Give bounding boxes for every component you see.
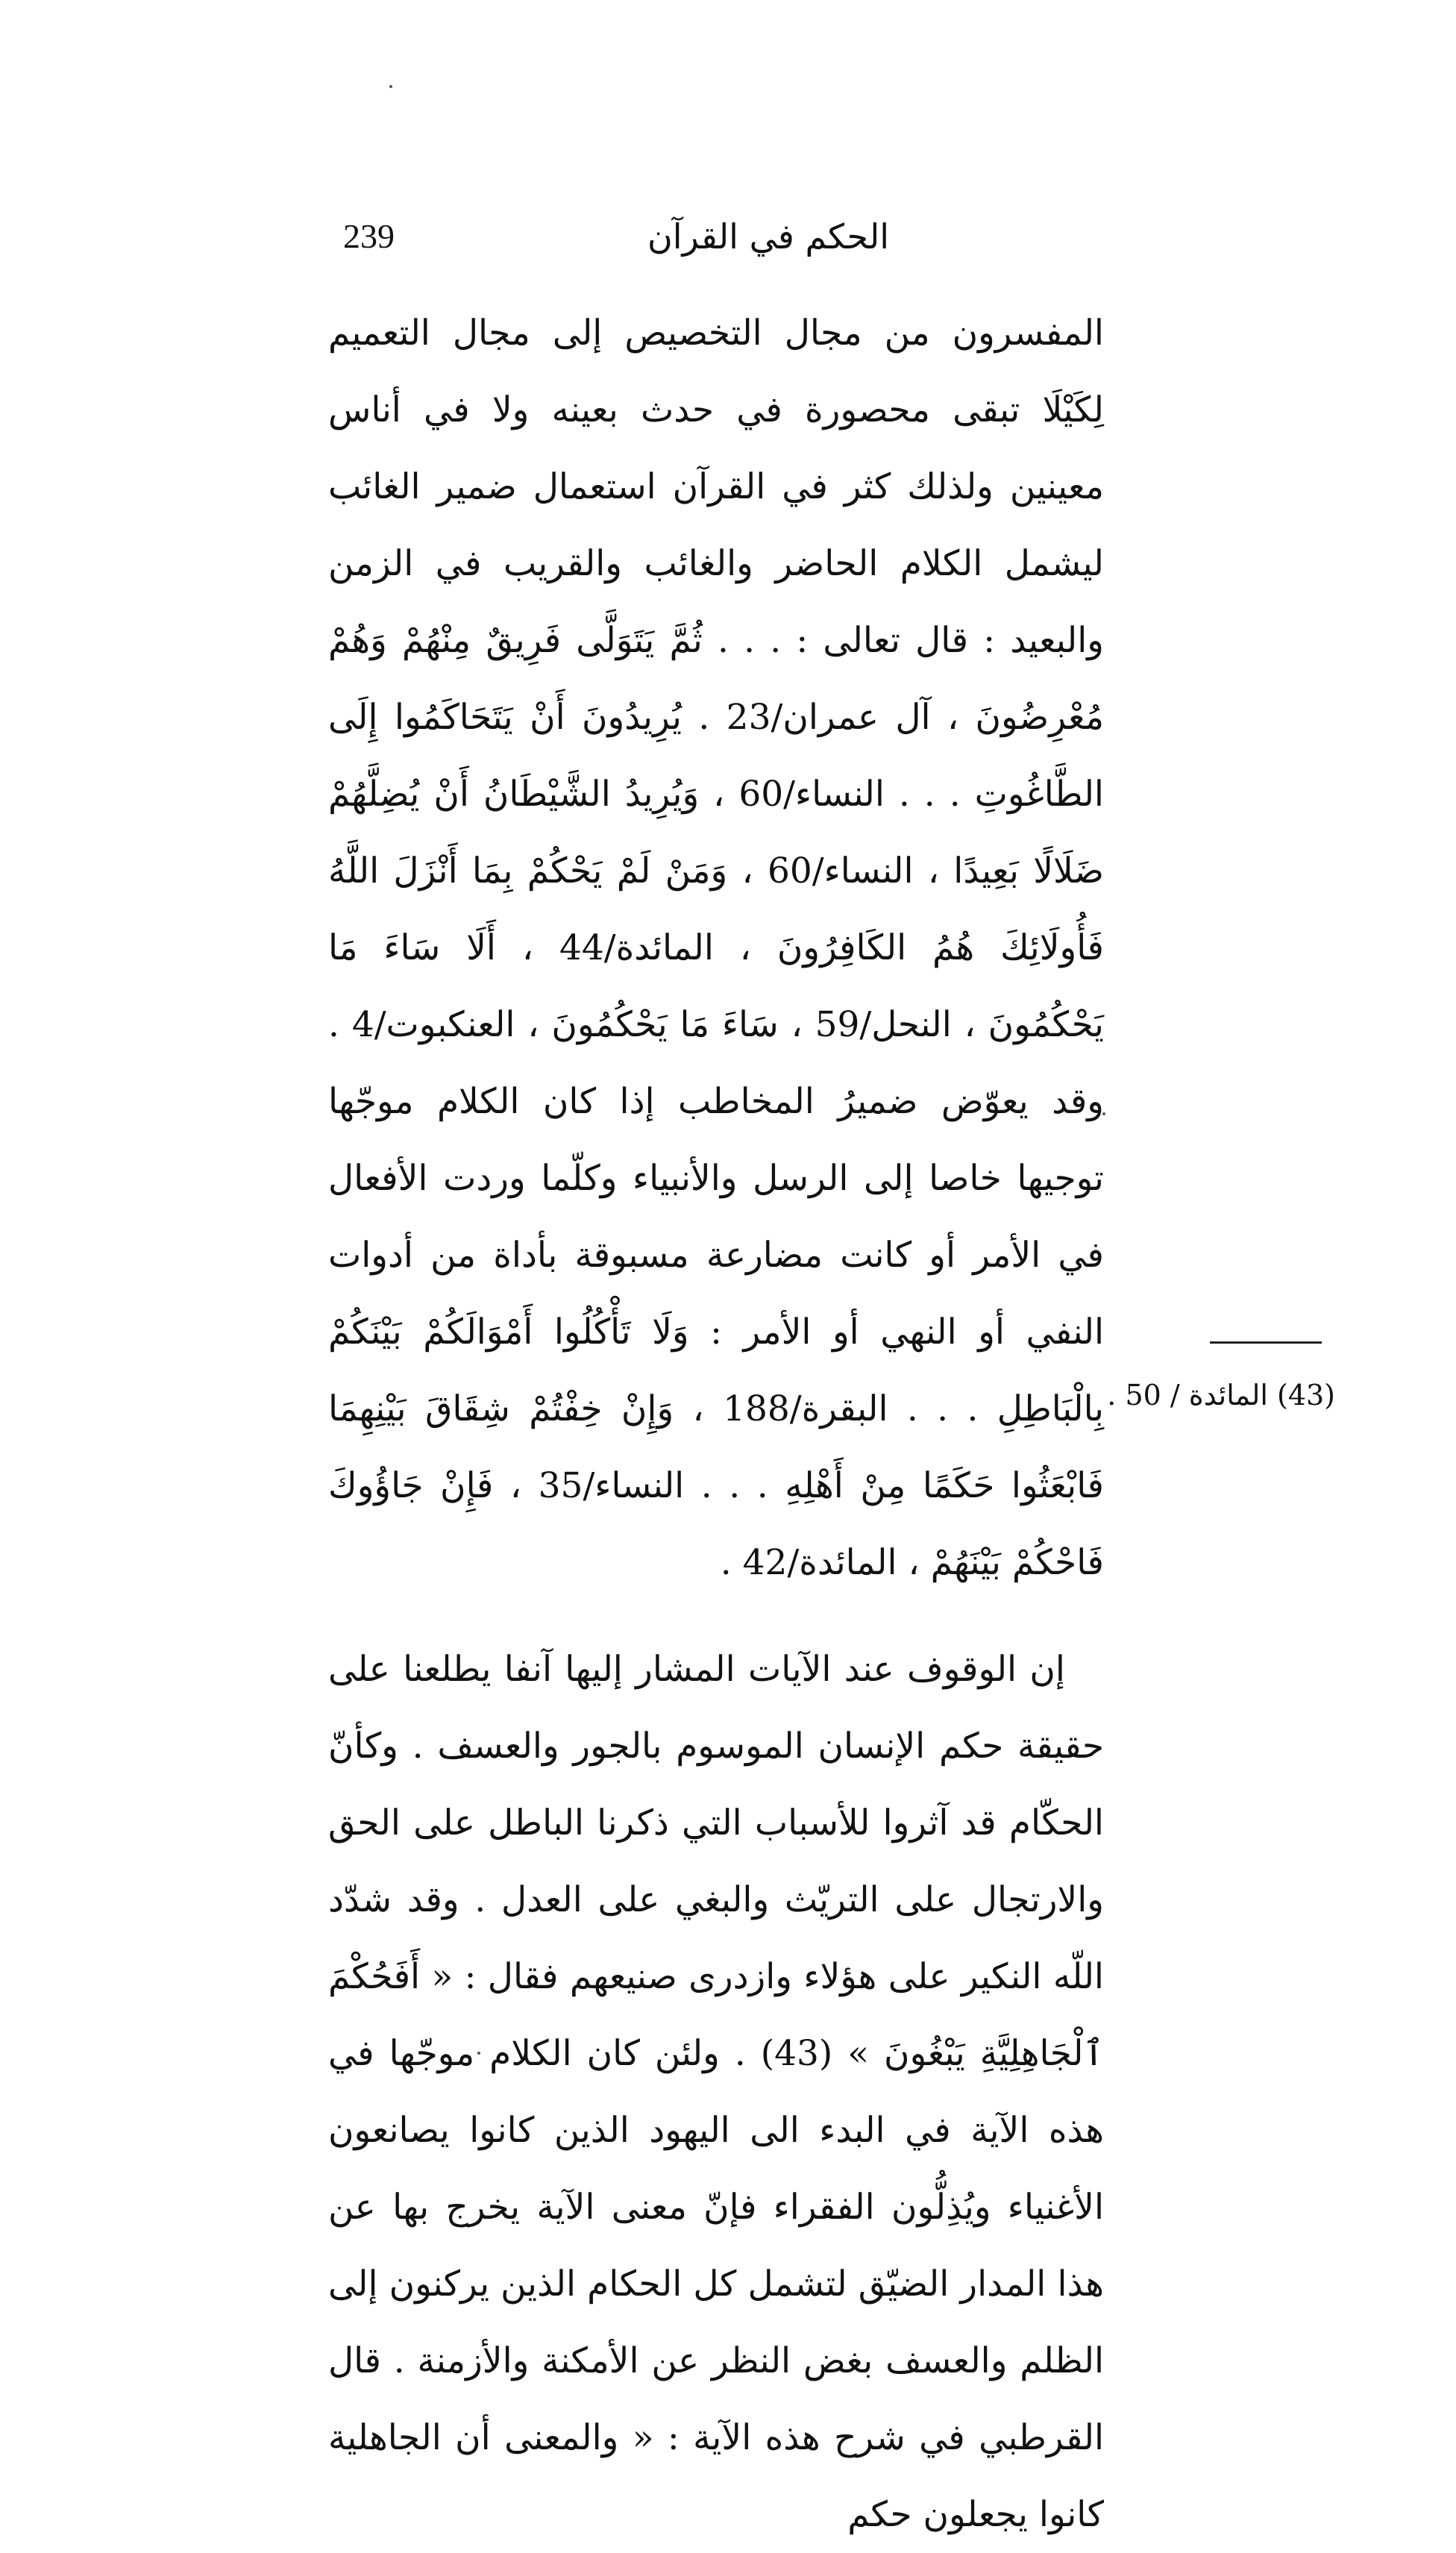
running-title: الحكم في القرآن [647, 216, 890, 257]
footnote: (43) المائدة / 50 . [1107, 1379, 1335, 1412]
page-header [328, 216, 1104, 269]
paragraph: إن الوقوف عند الآيات المشار إليها آنفا يطلعنا على حقيقة حكم الإنسان الموسوم بالجور والعسف . وكأنّ الحكّام قد آثروا للأسباب التي ذكرنا الباطل على الحق والارتجال على التريّث والبغي على العدل . وقد شدّد اللّه النكير على هؤلاء وازدرى صنيعهم فقال : « أَفَحُكْمَ ٱلْجَاهِلِيَّةِ يَبْغُونَ » (43) . ولئن كان الكلام موجّها في هذه الآية في البدء الى اليهود الذين كانوا يصانعون الأغنياء ويُذِلُّون الفقراء فإنّ معنى الآية يخرج بها عن هذا المدار الضيّق لتشمل كل الحكام الذين يركنون إلى الظلم والعسف بغض النظر عن الأمكنة والأزمنة . قال القرطبي في شرح هذه الآية : « والمعنى أن الجاهلية كانوا يجعلون حكم [328, 1649, 1105, 2535]
paragraph: المفسرون من مجال التخصيص إلى مجال التعميم لِكَيْلَا تبقى محصورة في حدث بعينه ولا في أناس معينين ولذلك كثر في القرآن استعمال ضمير الغائب ليشمل الكلام الحاضر والغائب والقريب في الزمن والبعيد : قال تعالى : . . . ثُمَّ يَتَوَلَّى فَرِيقٌ مِنْهُمْ وَهُمْ مُعْرِضُونَ ، آل عمران/23 . يُرِيدُونَ أَنْ يَتَحَاكَمُوا إِلَى الطَّاغُوتِ . . . النساء/60 ، وَيُرِيدُ الشَّيْطَانُ أَنْ يُضِلَّهُمْ ضَلَالًا بَعِيدًا ، النساء/60 ، وَمَنْ لَمْ يَحْكُمْ بِمَا أَنْزَلَ اللَّهُ فَأُولَائِكَ هُمُ الكَافِرُونَ ، المائدة/44 ، أَلَا سَاءَ مَا يَحْكُمُونَ ، النحل/59 ، سَاءَ مَا يَحْكُمُونَ ، العنكبوت/4 . وقد يعوّض ضميرُ المخاطب إذا كان الكلام موجّها توجيها خاصا إلى الرسل والأنبياء وكلّما وردت الأفعال في الأمر أو كانت مضارعة مسبوقة بأداة من أدوات النفي أو النهي أو الأمر : وَلَا تَأْكُلُوا أَمْوَالَكُمْ بَيْنَكُمْ بِالْبَاطِلِ . . . البقرة/188 ، وَإِنْ خِفْتُمْ شِقَاقَ بَيْنِهِمَا فَابْعَثُوا حَكَمًا مِنْ أَهْلِهِ . . . النساء/35 ، فَإِنْ جَاؤُوكَ فَاحْكُمْ بَيْنَهُمْ ، المائدة/42 . [328, 313, 1105, 1583]
footnote-separator [1210, 1341, 1322, 1344]
page-number: 239 [343, 217, 395, 255]
paper-speck [389, 85, 392, 88]
body-text [328, 295, 1104, 2553]
